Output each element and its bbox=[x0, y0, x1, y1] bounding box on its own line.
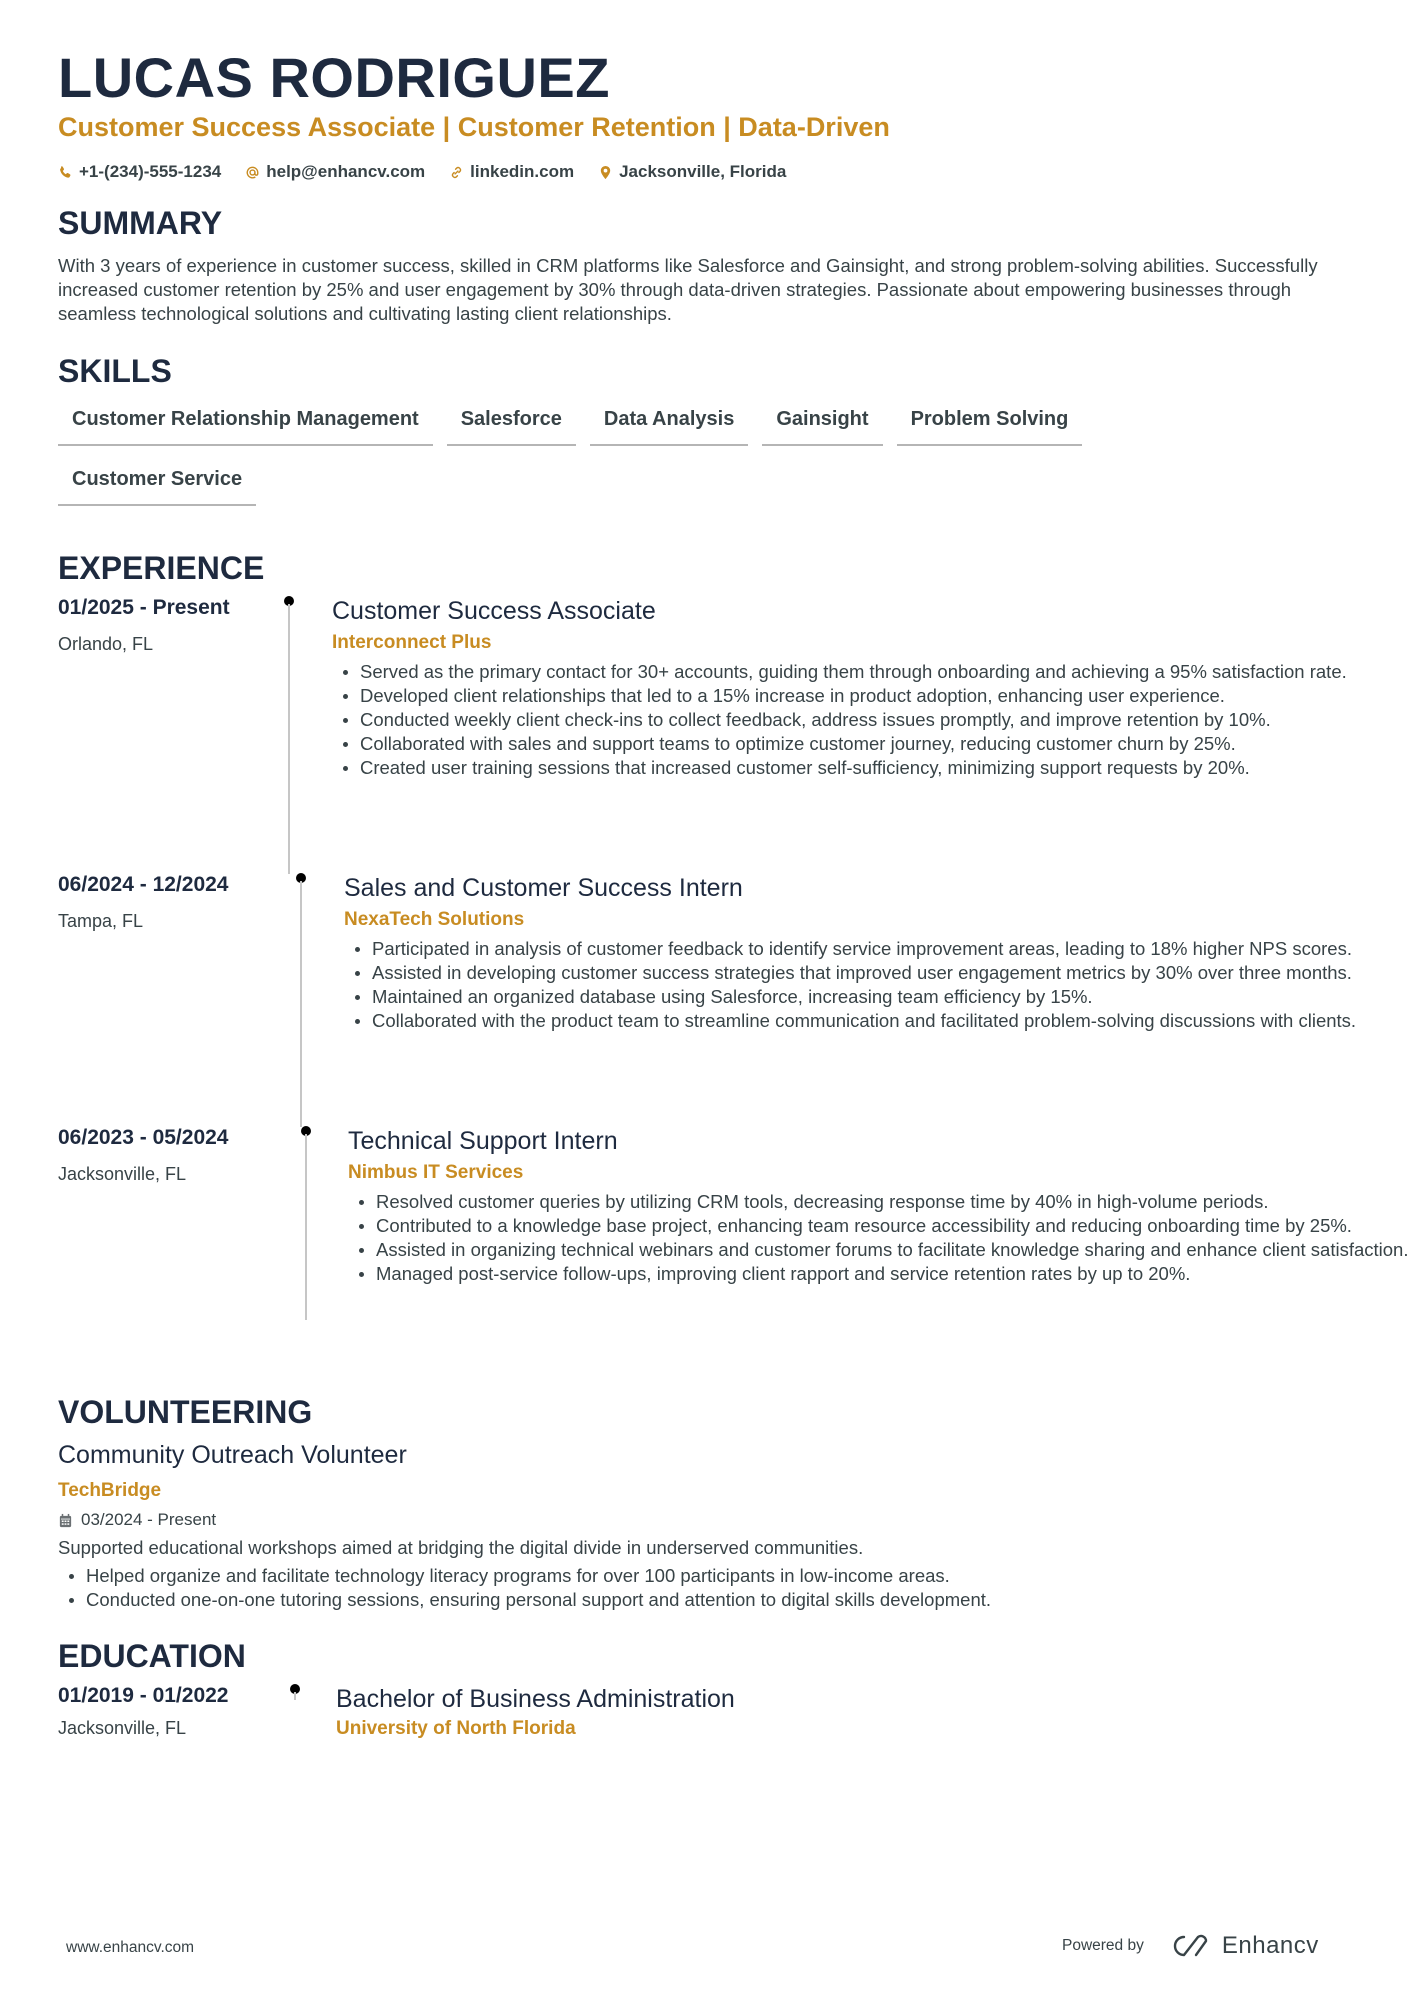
achievement-item: Developed client relationships that led to a 15% increase in product adoption, enhancing user experience. bbox=[332, 684, 1410, 708]
education-meta bbox=[58, 1682, 278, 1740]
experience-date: 01/2025 - Present bbox=[58, 596, 230, 619]
job-title: Sales and Customer Success Intern bbox=[344, 874, 743, 902]
achievement-list bbox=[344, 937, 1410, 1033]
achievement-item: Managed post-service follow-ups, improving client rapport and service retention rates by up to 20%. bbox=[348, 1262, 1410, 1286]
achievement-item: Participated in analysis of customer feedback to identify service improvement areas, leading to 18% higher NPS scores. bbox=[344, 937, 1410, 961]
link-icon bbox=[449, 165, 464, 180]
achievement-item: Assisted in organizing technical webinars and customer forums to facilitate knowledge sharing and enhance client satisfaction. bbox=[348, 1238, 1410, 1262]
experience-details bbox=[348, 1124, 1410, 1286]
volunteer-role: Community Outreach Volunteer bbox=[58, 1441, 407, 1469]
experience-date: 06/2024 - 12/2024 bbox=[58, 873, 229, 896]
job-title: Technical Support Intern bbox=[348, 1127, 618, 1155]
job-title: Customer Success Associate bbox=[332, 597, 656, 625]
education-location: Jacksonville, FL bbox=[58, 1718, 187, 1738]
email-address: help@enhancv.com bbox=[266, 162, 426, 181]
contact-phone[interactable] bbox=[58, 160, 221, 184]
volunteer-achievement-list bbox=[58, 1564, 1358, 1612]
company-name: Interconnect Plus bbox=[332, 632, 492, 653]
achievement-item: Helped organize and facilitate technology literacy programs for over 100 participants in low-income areas. bbox=[58, 1564, 1358, 1588]
skill-tag: Customer Relationship Management bbox=[58, 406, 433, 446]
timeline-line bbox=[294, 1692, 296, 1700]
skill-tag: Salesforce bbox=[447, 406, 576, 446]
skill-tag: Data Analysis bbox=[590, 406, 748, 446]
contact-linkedin[interactable] bbox=[449, 160, 574, 184]
contact-email[interactable] bbox=[245, 160, 425, 184]
achievement-item: Conducted one-on-one tutoring sessions, ensuring personal support and attention to digital skills development. bbox=[58, 1588, 1358, 1612]
achievement-item: Conducted weekly client check-ins to collect feedback, address issues promptly, and improve retention by 10%. bbox=[332, 708, 1410, 732]
experience-meta bbox=[58, 871, 278, 933]
skill-tag: Customer Service bbox=[58, 466, 256, 506]
company-name: Nimbus IT Services bbox=[348, 1162, 524, 1183]
summary-heading: SUMMARY bbox=[58, 205, 223, 241]
experience-date: 06/2023 - 05/2024 bbox=[58, 1126, 229, 1149]
experience-details bbox=[332, 594, 1410, 780]
experience-meta bbox=[58, 1124, 278, 1186]
skill-tag: Gainsight bbox=[762, 406, 882, 446]
calendar-icon bbox=[58, 1513, 73, 1528]
phone-icon bbox=[58, 165, 73, 180]
achievement-item: Maintained an organized database using Salesforce, increasing team efficiency by 15%. bbox=[344, 985, 1410, 1009]
achievement-item: Created user training sessions that increased customer self-sufficiency, minimizing support requests by 20%. bbox=[332, 756, 1410, 780]
skill-tag: Problem Solving bbox=[897, 406, 1083, 446]
volunteer-date-text: 03/2024 - Present bbox=[81, 1510, 217, 1529]
phone-number: +1-(234)-555-1234 bbox=[79, 162, 222, 181]
powered-by-label: Powered by bbox=[1062, 1937, 1144, 1954]
volunteer-description: Supported educational workshops aimed at bridging the digital divide in underserved communities. bbox=[58, 1537, 864, 1558]
enhancv-logo[interactable] bbox=[1170, 1932, 1319, 1960]
timeline-line bbox=[305, 1134, 307, 1320]
summary-text: With 3 years of experience in customer success, skilled in CRM platforms like Salesforce and Gainsight, and strong problem-solving abilities. Successfully increased customer retention by 25% and user engagement by 30% through data-driven strategies. Passionate about empowering businesses through seamless technological solutions and cultivating lasting client relationships. bbox=[58, 255, 1318, 324]
linkedin-link: linkedin.com bbox=[470, 162, 575, 181]
candidate-headline: Customer Success Associate | Customer Retention | Data-Driven bbox=[58, 112, 890, 142]
location-text: Jacksonville, Florida bbox=[619, 162, 787, 181]
company-name: NexaTech Solutions bbox=[344, 909, 525, 930]
experience-location: Jacksonville, FL bbox=[58, 1164, 187, 1184]
experience-location: Tampa, FL bbox=[58, 911, 144, 931]
volunteer-date bbox=[58, 1508, 1358, 1532]
volunteering-entry bbox=[58, 1438, 1358, 1612]
volunteer-organization: TechBridge bbox=[58, 1480, 162, 1501]
volunteering-heading: VOLUNTEERING bbox=[58, 1394, 313, 1430]
footer-website[interactable]: www.enhancv.com bbox=[66, 1939, 195, 1956]
location-pin-icon bbox=[598, 165, 613, 180]
achievement-list bbox=[332, 660, 1410, 780]
skills-list bbox=[58, 406, 1258, 506]
brand-name: Enhancv bbox=[1221, 1932, 1319, 1959]
experience-location: Orlando, FL bbox=[58, 634, 154, 654]
timeline-line bbox=[288, 604, 290, 874]
at-icon bbox=[245, 165, 260, 180]
achievement-list bbox=[348, 1190, 1410, 1286]
enhancv-logo-icon bbox=[1170, 1933, 1214, 1959]
achievement-item: Assisted in developing customer success strategies that improved user engagement metrics by 30% over three months. bbox=[344, 961, 1410, 985]
skills-heading: SKILLS bbox=[58, 353, 172, 389]
school-name: University of North Florida bbox=[336, 1718, 576, 1739]
timeline-line bbox=[300, 881, 302, 1127]
degree-title: Bachelor of Business Administration bbox=[336, 1685, 735, 1713]
education-date: 01/2019 - 01/2022 bbox=[58, 1684, 229, 1707]
candidate-name: LUCAS RODRIGUEZ bbox=[58, 46, 610, 109]
achievement-item: Collaborated with sales and support teams to optimize customer journey, reducing customer churn by 25%. bbox=[332, 732, 1410, 756]
education-heading: EDUCATION bbox=[58, 1638, 246, 1674]
achievement-item: Collaborated with the product team to streamline communication and facilitated problem-solving discussions with clients. bbox=[344, 1009, 1410, 1033]
achievement-item: Resolved customer queries by utilizing CRM tools, decreasing response time by 40% in high-volume periods. bbox=[348, 1190, 1410, 1214]
experience-details bbox=[344, 871, 1410, 1033]
achievement-item: Contributed to a knowledge base project, enhancing team resource accessibility and reducing onboarding time by 25%. bbox=[348, 1214, 1410, 1238]
experience-heading: EXPERIENCE bbox=[58, 550, 265, 586]
achievement-item: Served as the primary contact for 30+ accounts, guiding them through onboarding and achieving a 95% satisfaction rate. bbox=[332, 660, 1410, 684]
experience-meta bbox=[58, 594, 278, 656]
contact-row bbox=[58, 160, 786, 184]
footer-branding bbox=[1062, 1932, 1319, 1960]
education-details bbox=[336, 1682, 1236, 1742]
contact-location bbox=[598, 160, 786, 184]
